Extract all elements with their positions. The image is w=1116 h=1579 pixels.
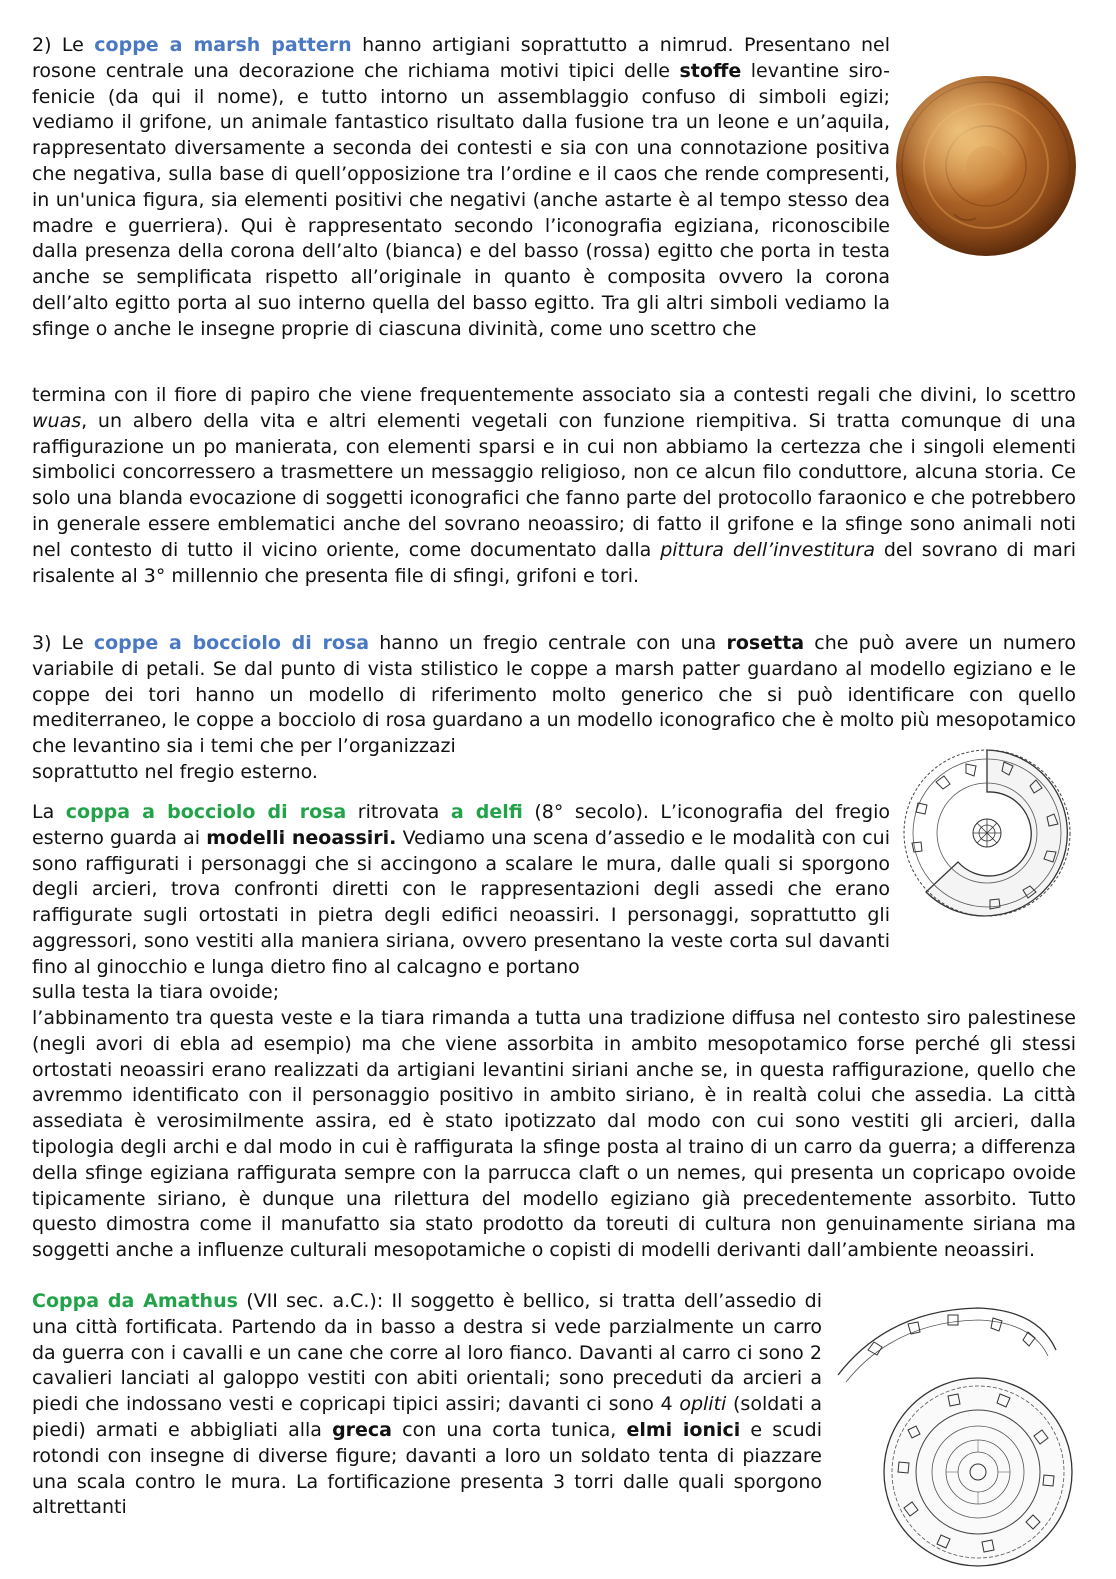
marsh-term: coppe a marsh pattern (94, 34, 352, 56)
marsh-paragraph-continued (32, 383, 1076, 589)
delfi-place: a delfi (450, 801, 523, 823)
amathus-text-4: e scudi rotondi con insegne di diverse figure; davanti a loro un soldato tenta di piazzare una scala contro le mura. La fortificazione presenta 3 torri dalle quali sporgono altrettanti (32, 1418, 822, 1519)
modelli-bold: modelli neoassiri. (206, 826, 397, 849)
greca-bold: greca (332, 1418, 393, 1441)
delfi-last: sulla testa la tiara ovoide; (32, 981, 280, 1003)
delfi-text-3: Vediamo una scena d’assedio e le modalità con cui sono raffigurati i personaggi che si accingono a scalare le mura, dalle quali si sporgono degli arcieri, trova confronti diretti con le rappresentazioni degli assedi che erano raffigurate sugli ortostati in pietra degli edifici neoassiri. I personaggi, soprattutto gli aggressori, sono vestiti alla maniera siriana, ovvero presentano la veste corta sul davanti fino al ginocchio e lunga dietro fino al calcagno e portano (32, 826, 890, 978)
marsh-intro: 2) Le (32, 34, 95, 56)
amathus-bowl-image (828, 1300, 1076, 1570)
amathus-term: Coppa da Amathus (32, 1290, 238, 1312)
elmi-bold: elmi ionici (626, 1418, 741, 1441)
delfi-text: ritrovata (346, 801, 451, 823)
rosa-text: hanno un fregio centrale con una (369, 632, 727, 654)
delfi-continued (32, 1006, 1076, 1264)
marsh-cont-text-2: , un albero della vita e altri elementi vegetali con funzione riempitiva. Si tratta comunque di una raffigurazione un po manierata, con elementi sparsi e in cui non abbiamo la certezza che i singoli elementi simbolici concorressero a trasmettere un messaggio religioso, non ce alcun filo conduttore, alcuna storia. Ce solo una blanda evocazione di soggetti iconografici che fanno parte del protocollo faraonico e che potrebbero in generale essere emblematici anche del sovrano neoassiro; di fatto il grifone e la sfinge sono animali noti nel contesto di tutto il vicino oriente, come documentato dalla (32, 409, 1076, 561)
delfi-term: coppa a bocciolo di rosa (65, 801, 347, 823)
delfi-last-line (32, 980, 890, 1006)
pittura-italic: pittura dell’investitura (660, 538, 875, 561)
rosa-last-line (32, 760, 890, 786)
delfi-text-2: (8° secolo). L’iconografia del fregio esterno guarda ai (32, 801, 890, 849)
delfi-bowl-image (896, 742, 1078, 924)
wuas-italic: wuas (32, 409, 82, 432)
rosa-paragraph (32, 631, 1076, 760)
amathus-paragraph (32, 1289, 822, 1521)
marsh-bowl-image (894, 74, 1078, 258)
rosa-term: coppe a bocciolo di rosa (93, 632, 370, 654)
opliti-italic: opliti (679, 1393, 727, 1416)
delfi-intro: La (32, 801, 66, 823)
rosetta-bold: rosetta (726, 632, 805, 654)
amathus-text-3: con una corta tunica, (392, 1418, 627, 1441)
delfi-cont-text: l’abbinamento tra questa veste e la tiara rimanda a tutta una tradizione diffusa nel contesto siro palestinese (negli avori di ebla ad esempio) ma che viene assorbita in ambito mesopotamico forse perché gli stessi ortostati neoassiri erano realizzati da artigiani levantini siriani anche se, in questa raffigurazione, quello che avremmo identificato con il personaggio positivo in ambito siriano, è in realtà colui che assedia. La città assediata è verosimilmente assira, ed è stato ipotizzato dal modo con cui sono vestiti gli arcieri, dalla tipologia degli archi e dal modo in cui è raffigurata la sfinge posta al traino di un carro da guerra; a differenza della sfinge egiziana raffigurata sempre con la parrucca claft o un nemes, qui presenta un copricapo ovoide tipicamente siriano, è dunque una rilettura del modello egiziano già precedentemente assorbito. Tutto questo dimostra come il manufatto sia stato prodotto da toreuti di cultura non genuinamente siriana ma soggetti anche a influenze culturali mesopotamiche o copisti di modelli derivanti dall’ambiente neoassiri. (32, 1007, 1076, 1262)
rosa-last: soprattutto nel fregio esterno. (32, 761, 318, 783)
stoffe-bold: stoffe (679, 59, 742, 82)
marsh-paragraph (32, 33, 890, 343)
delfi-paragraph (32, 800, 890, 981)
marsh-text-2: levantine siro-fenicie (da qui il nome), e tutto intorno un assemblaggio confuso di simboli egizi; vediamo il grifone, un animale fantastico risultato dalla fusione tra un leone e un’aquila, rappresentato diversamente a seconda dei contesti e sia con una connotazione positiva che negativa, sulla base di quell’opposizione tra l’ordine e il caos che rende compresenti, in un'unica figura, sia elementi positivi che negativi (anche astarte è al tempo stesso dea madre e guerriera). Qui è rappresentato secondo l’iconografia egiziana, riconoscibile dalla presenza della corona dell’alto (bianca) e del basso (rossa) egitto che porta in testa anche se semplificata rispetto all’originale in quanto è composita ovvero la corona dell’alto egitto porta al suo interno quella del basso egitto. Tra gli altri simboli vediamo la sfinge o anche le insegne proprie di ciascuna divinità, come uno scettro che (32, 59, 891, 340)
marsh-cont-text: termina con il fiore di papiro che viene frequentemente associato sia a contesti regali che divini, lo scettro (32, 384, 1076, 406)
amathus-text-2: (soldati a piedi) armati e abbigliati alla (32, 1393, 823, 1441)
rosa-text-2: che può avere un numero variabile di petali. Se dal punto di vista stilistico le coppe a marsh patter guardano al modello egiziano e le coppe dei tori hanno un modello di riferimento molto generico che si può identificare con quello mediterraneo, le coppe a bocciolo di rosa guardano a un modello iconografico che è molto più mesopotamico che levantino sia i temi che per l’organizzazi (32, 632, 1076, 758)
marsh-text: hanno artigiani soprattutto a nimrud. Presentano nel rosone centrale una decorazione che richiama motivi tipici delle (32, 34, 890, 82)
marsh-cont-text-3: del sovrano di mari risalente al 3° millennio che presenta file di sfingi, grifoni e tori. (32, 538, 1076, 587)
rosa-intro: 3) Le (32, 632, 94, 654)
amathus-text: (VII sec. a.C.): Il soggetto è bellico, si tratta dell’assedio di una città fortificata. Partendo da in basso a destra si vede parzialmente un carro da guerra con i cavalli e un cane che corre al loro fianco. Davanti al carro ci sono 2 cavalieri lanciati al galoppo vestiti con abiti orientali; sono preceduti da arcieri a piedi che indossano vesti e copricapi tipici assiri; davanti ci sono 4 (32, 1290, 822, 1416)
